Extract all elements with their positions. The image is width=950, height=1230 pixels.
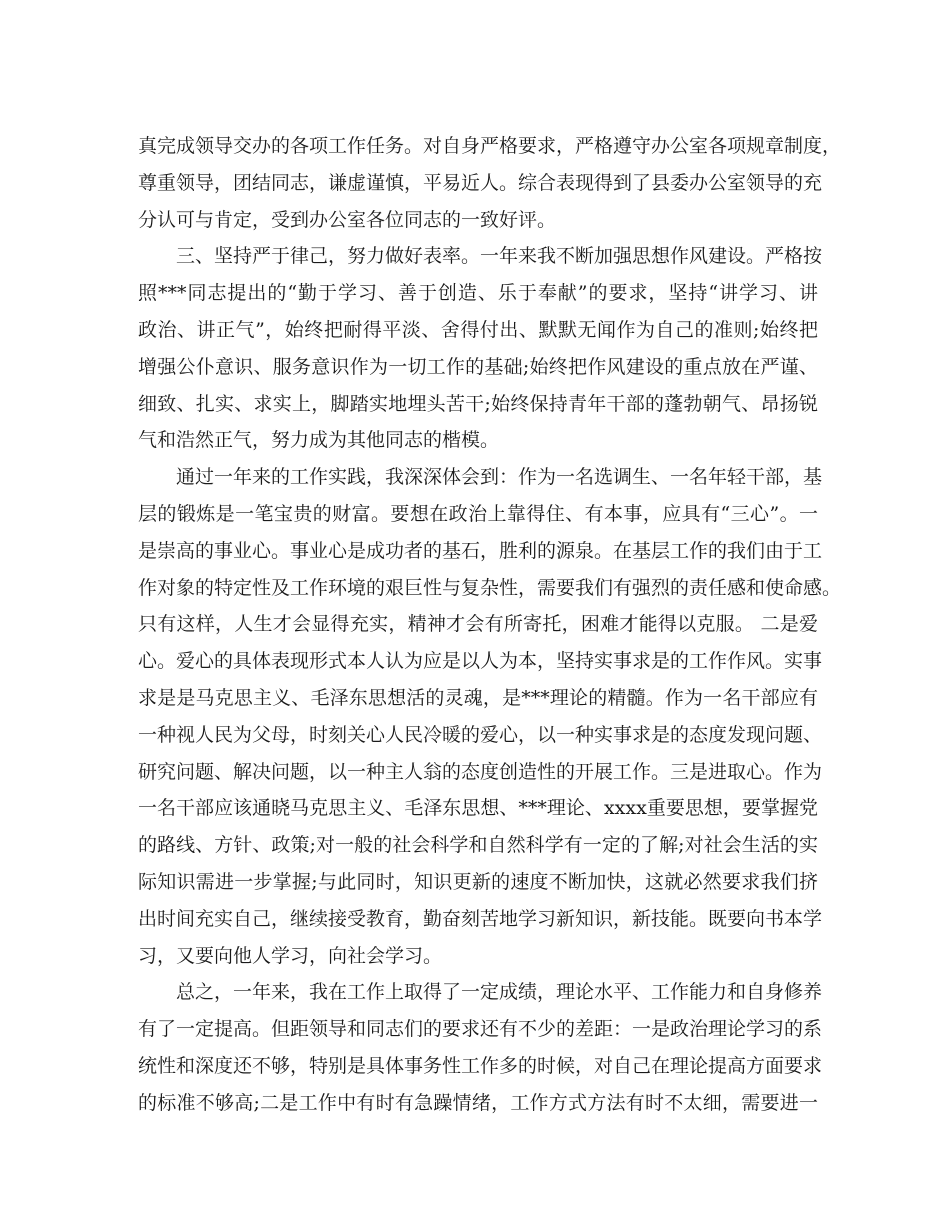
text-line: 习，又要向他人学习，向社会学习。	[138, 944, 443, 967]
text-line: 增强公仆意识、服务意识作为一切工作的基础;始终把作风建设的重点放在严谨、	[138, 355, 818, 378]
text-line: 研究问题、解决问题，以一种主人翁的态度创造性的开展工作。三是进取心。作为	[138, 760, 823, 783]
text-line: 求是是马克思主义、毛泽东思想活的灵魂，是***理论的精髓。作为一名干部应有	[138, 686, 818, 709]
text-line: 尊重领导，团结同志，谦虚谨慎，平易近人。综合表现得到了县委办公室领导的充	[138, 171, 823, 194]
text-line: 细致、扎实、求实上，脚踏实地埋头苦干;始终保持青年干部的蓬勃朝气、昂扬锐	[138, 392, 818, 415]
text-line: 心。爱心的具体表现形式本人认为应是以人为本，坚持实事求是的工作作风。实事	[138, 650, 823, 673]
text-line: 是崇高的事业心。事业心是成功者的基石，胜利的源泉。在基层工作的我们由于工	[138, 539, 823, 562]
text-line: 政治、讲正气”，始终把耐得平淡、舍得付出、默默无闻作为自己的准则;始终把	[138, 318, 818, 341]
text-line: 三、坚持严于律己，努力做好表率。一年来我不断加强思想作风建设。严格按	[176, 245, 823, 268]
text-line: 真完成领导交办的各项工作任务。对自身严格要求，严格遵守办公室各项规章制度，	[138, 135, 842, 157]
text-line: 的标准不够高;二是工作中有时有急躁情绪，工作方式方法有时不太细，需要进一	[138, 1091, 818, 1114]
text-line: 只有这样，人生才会显得充实，精神才会有所寄托，困难才能得以克服。 二是爱	[138, 613, 818, 636]
text-line: 总之，一年来，我在工作上取得了一定成绩，理论水平、工作能力和自身修养	[176, 981, 823, 1004]
text-line: 作对象的特定性及工作环境的艰巨性与复杂性，需要我们有强烈的责任感和使命感。	[138, 576, 842, 599]
text-line: 出时间充实自己，继续接受教育，勤奋刻苦地学习新知识，新技能。既要向书本学	[138, 907, 823, 930]
text-line: 照***同志提出的“勤于学习、善于创造、乐于奉献”的要求，坚持“讲学习、讲	[138, 282, 818, 305]
text-line: 一种视人民为父母，时刻关心人民冷暖的爱心，以一种实事求是的态度发现问题、	[138, 723, 823, 746]
text-line: 的路线、方针、政策;对一般的社会科学和自然科学有一定的了解;对社会生活的实	[138, 834, 818, 857]
document-body	[138, 128, 842, 1122]
text-line: 层的锻炼是一笔宝贵的财富。要想在政治上靠得住、有本事，应具有“三心”。一	[138, 502, 818, 525]
text-line: 际知识需进一步掌握;与此同时，知识更新的速度不断加快，这就必然要求我们挤	[138, 870, 818, 893]
text-line: 分认可与肯定，受到办公室各位同志的一致好评。	[138, 208, 557, 231]
text-line: 统性和深度还不够，特别是具体事务性工作多的时候，对自己在理论提高方面要求	[138, 1054, 823, 1077]
text-line: 一名干部应该通晓马克思主义、毛泽东思想、***理论、xxxx重要思想，要掌握党	[138, 797, 818, 820]
text-line: 通过一年来的工作实践，我深深体会到：作为一名选调生、一名年轻干部，基	[176, 466, 823, 489]
text-line: 气和浩然正气，努力成为其他同志的楷模。	[138, 429, 500, 452]
text-line: 有了一定提高。但距领导和同志们的要求还有不少的差距：一是政治理论学习的系	[138, 1018, 823, 1041]
